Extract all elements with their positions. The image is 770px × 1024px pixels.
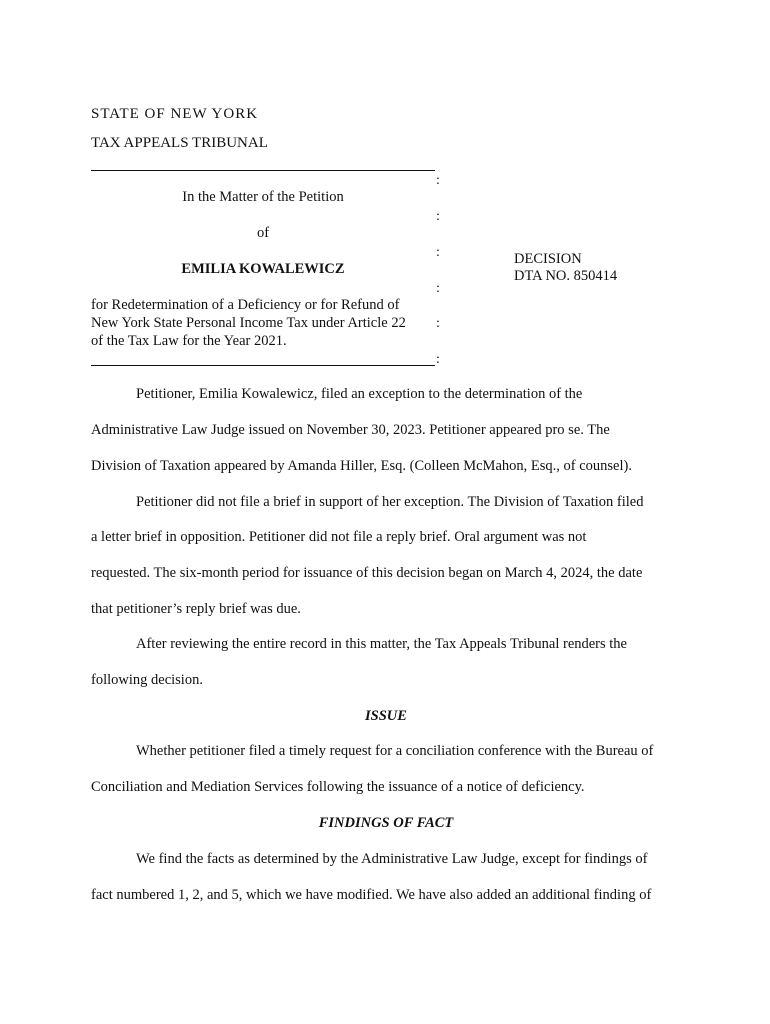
body-line: Petitioner did not file a brief in support of her exception. The Division of Taxation filed [136, 494, 644, 510]
issue-line: Conciliation and Mediation Services following the issuance of a notice of deficiency. [91, 779, 585, 795]
body-line: Petitioner, Emilia Kowalewicz, filed an exception to the determination of the [136, 386, 583, 402]
caption-of: of [256, 225, 270, 241]
caption-top-rule [91, 170, 435, 171]
caption-purpose-line: for Redetermination of a Deficiency or for Refund of [91, 297, 400, 313]
caption-colon: : [436, 281, 440, 296]
body-line: requested. The six-month period for issuance of this decision began on March 4, 2024, the date [91, 565, 643, 581]
caption-colon: : [436, 209, 440, 224]
state-heading: STATE OF NEW YORK [91, 106, 259, 122]
caption-bottom-rule [91, 365, 435, 366]
body-line: following decision. [91, 672, 203, 688]
issue-line: Whether petitioner filed a timely request for a conciliation conference with the Bureau of [136, 743, 654, 759]
findings-line: fact numbered 1, 2, and 5, which we have modified. We have also added an additional finding of [91, 887, 652, 903]
caption-purpose-line: of the Tax Law for the Year 2021. [91, 333, 287, 349]
caption-colon: : [436, 173, 440, 188]
decision-label: DECISION [514, 251, 582, 267]
body-line: that petitioner’s reply brief was due. [91, 601, 301, 617]
issue-heading: ISSUE [365, 708, 407, 724]
caption-colon: : [436, 352, 440, 367]
caption-colon: : [436, 316, 440, 331]
caption-purpose-line: New York State Personal Income Tax under Article 22 [91, 315, 406, 331]
tribunal-heading: TAX APPEALS TRIBUNAL [91, 135, 268, 151]
findings-heading: FINDINGS OF FACT [318, 815, 454, 831]
caption-matter: In the Matter of the Petition [182, 189, 344, 205]
caption-colon: : [436, 245, 440, 260]
body-line: Administrative Law Judge issued on November 30, 2023. Petitioner appeared pro se. The [91, 422, 610, 438]
dta-number: DTA NO. 850414 [514, 268, 618, 284]
body-line: After reviewing the entire record in this matter, the Tax Appeals Tribunal renders the [136, 636, 627, 652]
petitioner-name: EMILIA KOWALEWICZ [181, 261, 345, 277]
body-line: Division of Taxation appeared by Amanda Hiller, Esq. (Colleen McMahon, Esq., of counsel). [91, 458, 632, 474]
body-line: a letter brief in opposition. Petitioner did not file a reply brief. Oral argument was not [91, 529, 587, 545]
findings-line: We find the facts as determined by the Administrative Law Judge, except for findings of [136, 851, 648, 867]
